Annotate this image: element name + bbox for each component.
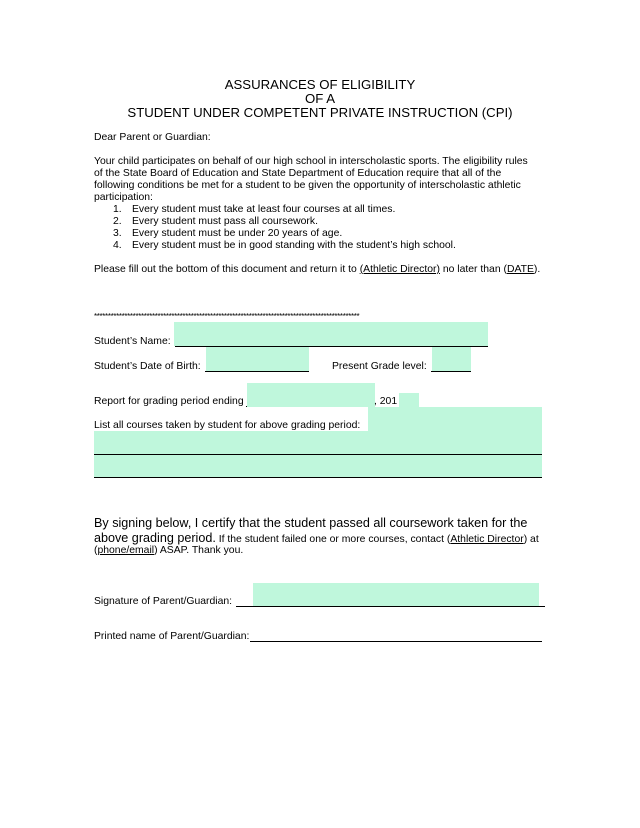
intro-line: following conditions be met for a student to be given the opportunity of interscholastic athletic (94, 180, 521, 191)
grade-level-field[interactable] (432, 347, 471, 371)
printed-name-label: Printed name of Parent/Guardian: (94, 631, 250, 642)
return-instruction (94, 264, 540, 276)
courses-field-line-3[interactable] (94, 455, 542, 477)
return-instruction-prefix: Please fill out the bottom of this document and return it to (94, 264, 360, 275)
condition-number: 4. (113, 240, 122, 251)
contact-open: ( (94, 545, 98, 556)
student-name-field[interactable] (174, 322, 488, 346)
salutation: Dear Parent or Guardian: (94, 132, 211, 143)
grading-period-year-field[interactable] (399, 393, 419, 407)
printed-name-underline[interactable] (250, 641, 542, 642)
dob-field[interactable] (206, 347, 309, 371)
intro-line: participation: (94, 192, 153, 203)
return-instruction-suffix: ). (533, 264, 541, 275)
document-title-line-2: OF A (304, 91, 336, 106)
signature-label: Signature of Parent/Guardian: (94, 596, 233, 607)
asterisk-separator: ************************************************************************************************ (94, 312, 360, 321)
condition-text: Every student must be in good standing with the student’s high school. (132, 240, 456, 251)
condition-text: Every student must take at least four courses at all times. (132, 204, 396, 215)
grading-period-date-field[interactable] (247, 383, 375, 407)
phone-email-placeholder: phone/email (97, 545, 155, 556)
courses-underline (94, 477, 542, 478)
certification-large-tail: above grading period. (94, 531, 216, 545)
courses-label: List all courses taken by student for above grading period: (94, 420, 361, 431)
certification-small-tail-end: ) at (523, 534, 539, 545)
condition-text: Every student must pass all coursework. (132, 216, 318, 227)
condition-number: 2. (113, 216, 122, 227)
condition-number: 1. (113, 204, 122, 215)
dob-underline (205, 371, 309, 372)
athletic-director-contact-placeholder: Athletic Director (450, 534, 524, 545)
certification-line-2 (94, 532, 539, 546)
courses-field-line-1[interactable] (368, 407, 542, 431)
student-name-label: Student’s Name: (94, 336, 171, 347)
certification-line-3 (94, 545, 243, 557)
signature-field[interactable] (253, 583, 539, 606)
grading-period-label: Report for grading period ending (94, 396, 244, 407)
contact-close: ) ASAP. Thank you. (154, 545, 244, 556)
grade-level-underline (431, 371, 471, 372)
certification-small-tail: If the student failed one or more courses, contact ( (215, 534, 451, 545)
return-instruction-middle: no later than ( (439, 264, 507, 275)
grade-level-label: Present Grade level: (332, 361, 427, 372)
intro-line: Your child participates on behalf of our high school in interscholastic sports. The eligibility rules (94, 156, 528, 167)
signature-underline (236, 606, 545, 607)
document-title-line-3: STUDENT UNDER COMPETENT PRIVATE INSTRUCTION (CPI) (127, 105, 513, 120)
courses-field-line-2[interactable] (94, 431, 542, 454)
intro-line: of the State Board of Education and State Department of Education require that all of the (94, 168, 502, 179)
condition-number: 3. (113, 228, 122, 239)
certification-line-1: By signing below, I certify that the student passed all coursework taken for the (94, 516, 528, 530)
document-title-line-1: ASSURANCES OF ELIGIBILITY (224, 77, 416, 92)
condition-text: Every student must be under 20 years of age. (132, 228, 343, 239)
year-prefix: , 201 (374, 396, 398, 407)
dob-label: Student’s Date of Birth: (94, 361, 201, 372)
athletic-director-placeholder: (Athletic Director) (359, 264, 440, 275)
date-placeholder: DATE (506, 264, 534, 275)
